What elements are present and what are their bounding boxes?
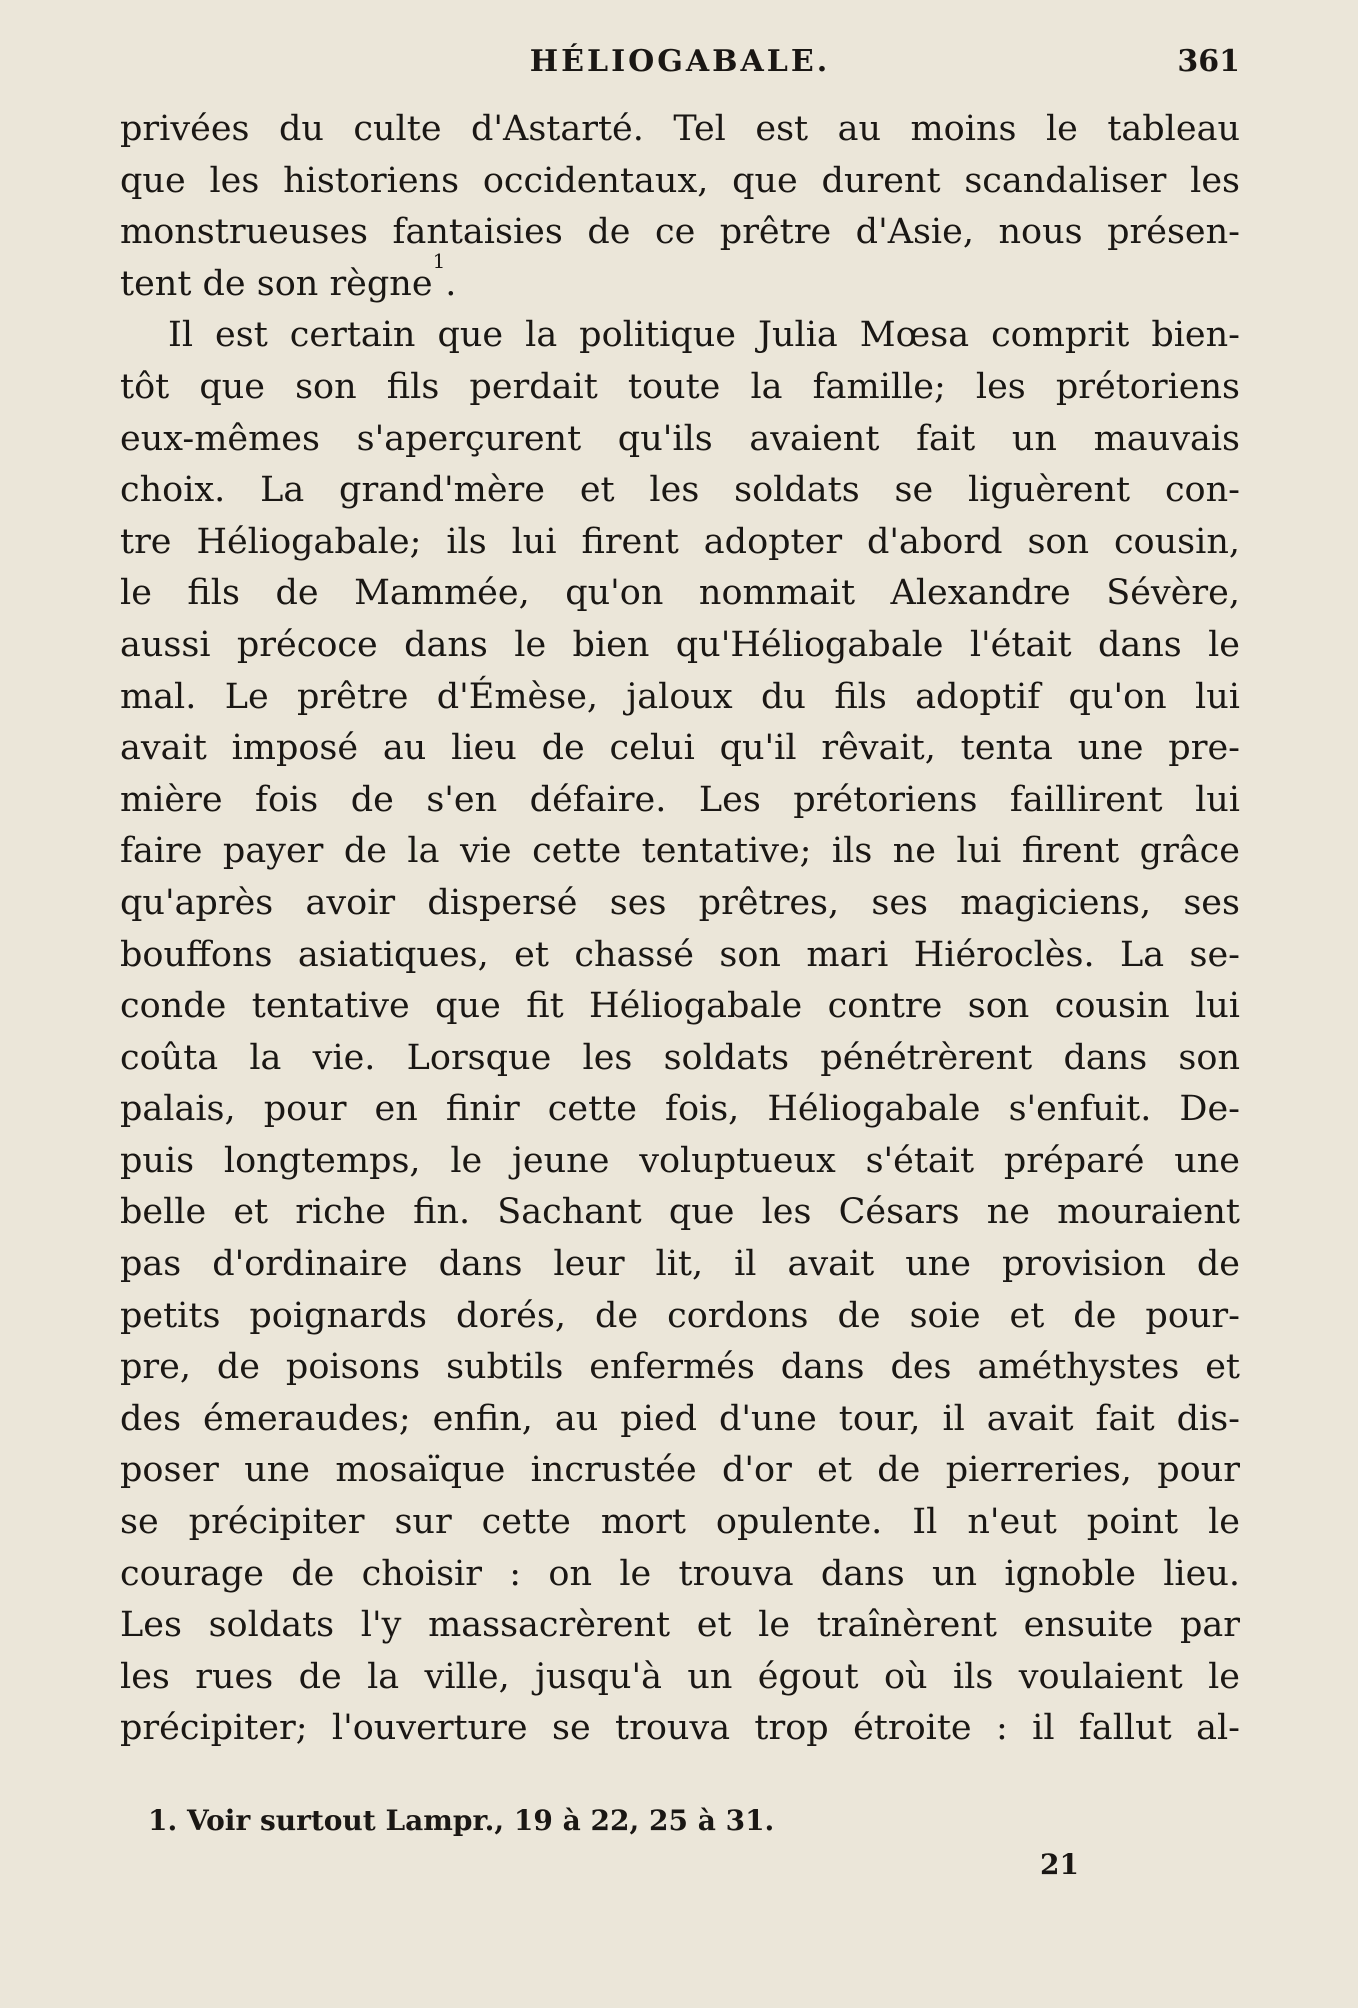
text-line: poser une mosaïque incrustée d'or et de pierreries, pour	[120, 1450, 1240, 1491]
text-line: faire payer de la vie cette tentative; ils ne lui firent grâce	[120, 831, 1240, 872]
text-line: conde tentative que fit Héliogabale contre son cousin lui	[120, 986, 1240, 1027]
text-line: le fils de Mammée, qu'on nommait Alexandre Sévère,	[120, 573, 1240, 614]
text-line-end: .	[445, 263, 457, 304]
text-line: avait imposé au lieu de celui qu'il rêvait, tenta une pre-	[120, 728, 1240, 769]
text-line: courage de choisir : on le trouva dans un ignoble lieu.	[120, 1553, 1240, 1594]
text-line: petits poignards dorés, de cordons de soie et de pour-	[120, 1295, 1240, 1336]
text-line: des émeraudes; enfin, au pied d'une tour, il avait fait dis-	[120, 1398, 1240, 1439]
text-line: Les soldats l'y massacrèrent et le traînèrent ensuite par	[120, 1605, 1240, 1646]
text-line: que les historiens occidentaux, que durent scandaliser les	[120, 160, 1240, 201]
text-line-content: tent de son règne	[120, 263, 433, 304]
text-line: privées du culte d'Astarté. Tel est au moins le tableau	[120, 109, 1240, 149]
signature-mark: 21	[1040, 1848, 1079, 1881]
text-line: se précipiter sur cette mort opulente. Il n'eut point le	[120, 1502, 1240, 1543]
text-line: qu'après avoir dispersé ses prêtres, ses magiciens, ses	[120, 882, 1240, 923]
text-line: palais, pour en finir cette fois, Héliogabale s'enfuit. De-	[120, 1089, 1240, 1130]
text-line: monstrueuses fantaisies de ce prêtre d'Asie, nous présen-	[120, 212, 1240, 253]
text-line: pre, de poisons subtils enfermés dans des améthystes et	[120, 1347, 1240, 1388]
running-head	[120, 36, 1240, 86]
footnote: 1. Voir surtout Lampr., 19 à 22, 25 à 31.	[148, 1804, 775, 1837]
text-line: belle et riche fin. Sachant que les Césars ne mouraient	[120, 1192, 1240, 1233]
text-line: les rues de la ville, jusqu'à un égout où ils voulaient le	[120, 1656, 1240, 1697]
text-line: choix. La grand'mère et les soldats se liguèrent con-	[120, 470, 1240, 511]
text-line: précipiter; l'ouverture se trouva trop étroite : il fallut al-	[120, 1708, 1240, 1749]
text-line: coûta la vie. Lorsque les soldats pénétrèrent dans son	[120, 1037, 1240, 1078]
body-text	[120, 104, 1240, 1755]
page-number: 361	[1177, 44, 1240, 79]
text-line: puis longtemps, le jeune voluptueux s'était préparé une	[120, 1140, 1240, 1181]
text-line: eux-mêmes s'aperçurent qu'ils avaient fait un mauvais	[120, 418, 1240, 459]
paragraph-first-line: Il est certain que la politique Julia Mœsa comprit bien-	[168, 315, 1240, 356]
text-line: tôt que son fils perdait toute la famille; les prétoriens	[120, 366, 1240, 407]
text-line: aussi précoce dans le bien qu'Héliogabale l'était dans le	[120, 624, 1240, 665]
text-line: tre Héliogabale; ils lui firent adopter d'abord son cousin,	[120, 521, 1240, 562]
text-line: bouffons asiatiques, et chassé son mari Hiéroclès. La se-	[120, 934, 1240, 975]
running-title: HÉLIOGABALE.	[529, 44, 831, 79]
text-line: mière fois de s'en défaire. Les prétoriens faillirent lui	[120, 779, 1240, 820]
text-line: pas d'ordinaire dans leur lit, il avait une provision de	[120, 1244, 1240, 1285]
text-line: mal. Le prêtre d'Émèse, jaloux du fils adoptif qu'on lui	[120, 676, 1240, 717]
text-line	[120, 249, 1240, 311]
footnote-reference: 1	[432, 249, 446, 274]
